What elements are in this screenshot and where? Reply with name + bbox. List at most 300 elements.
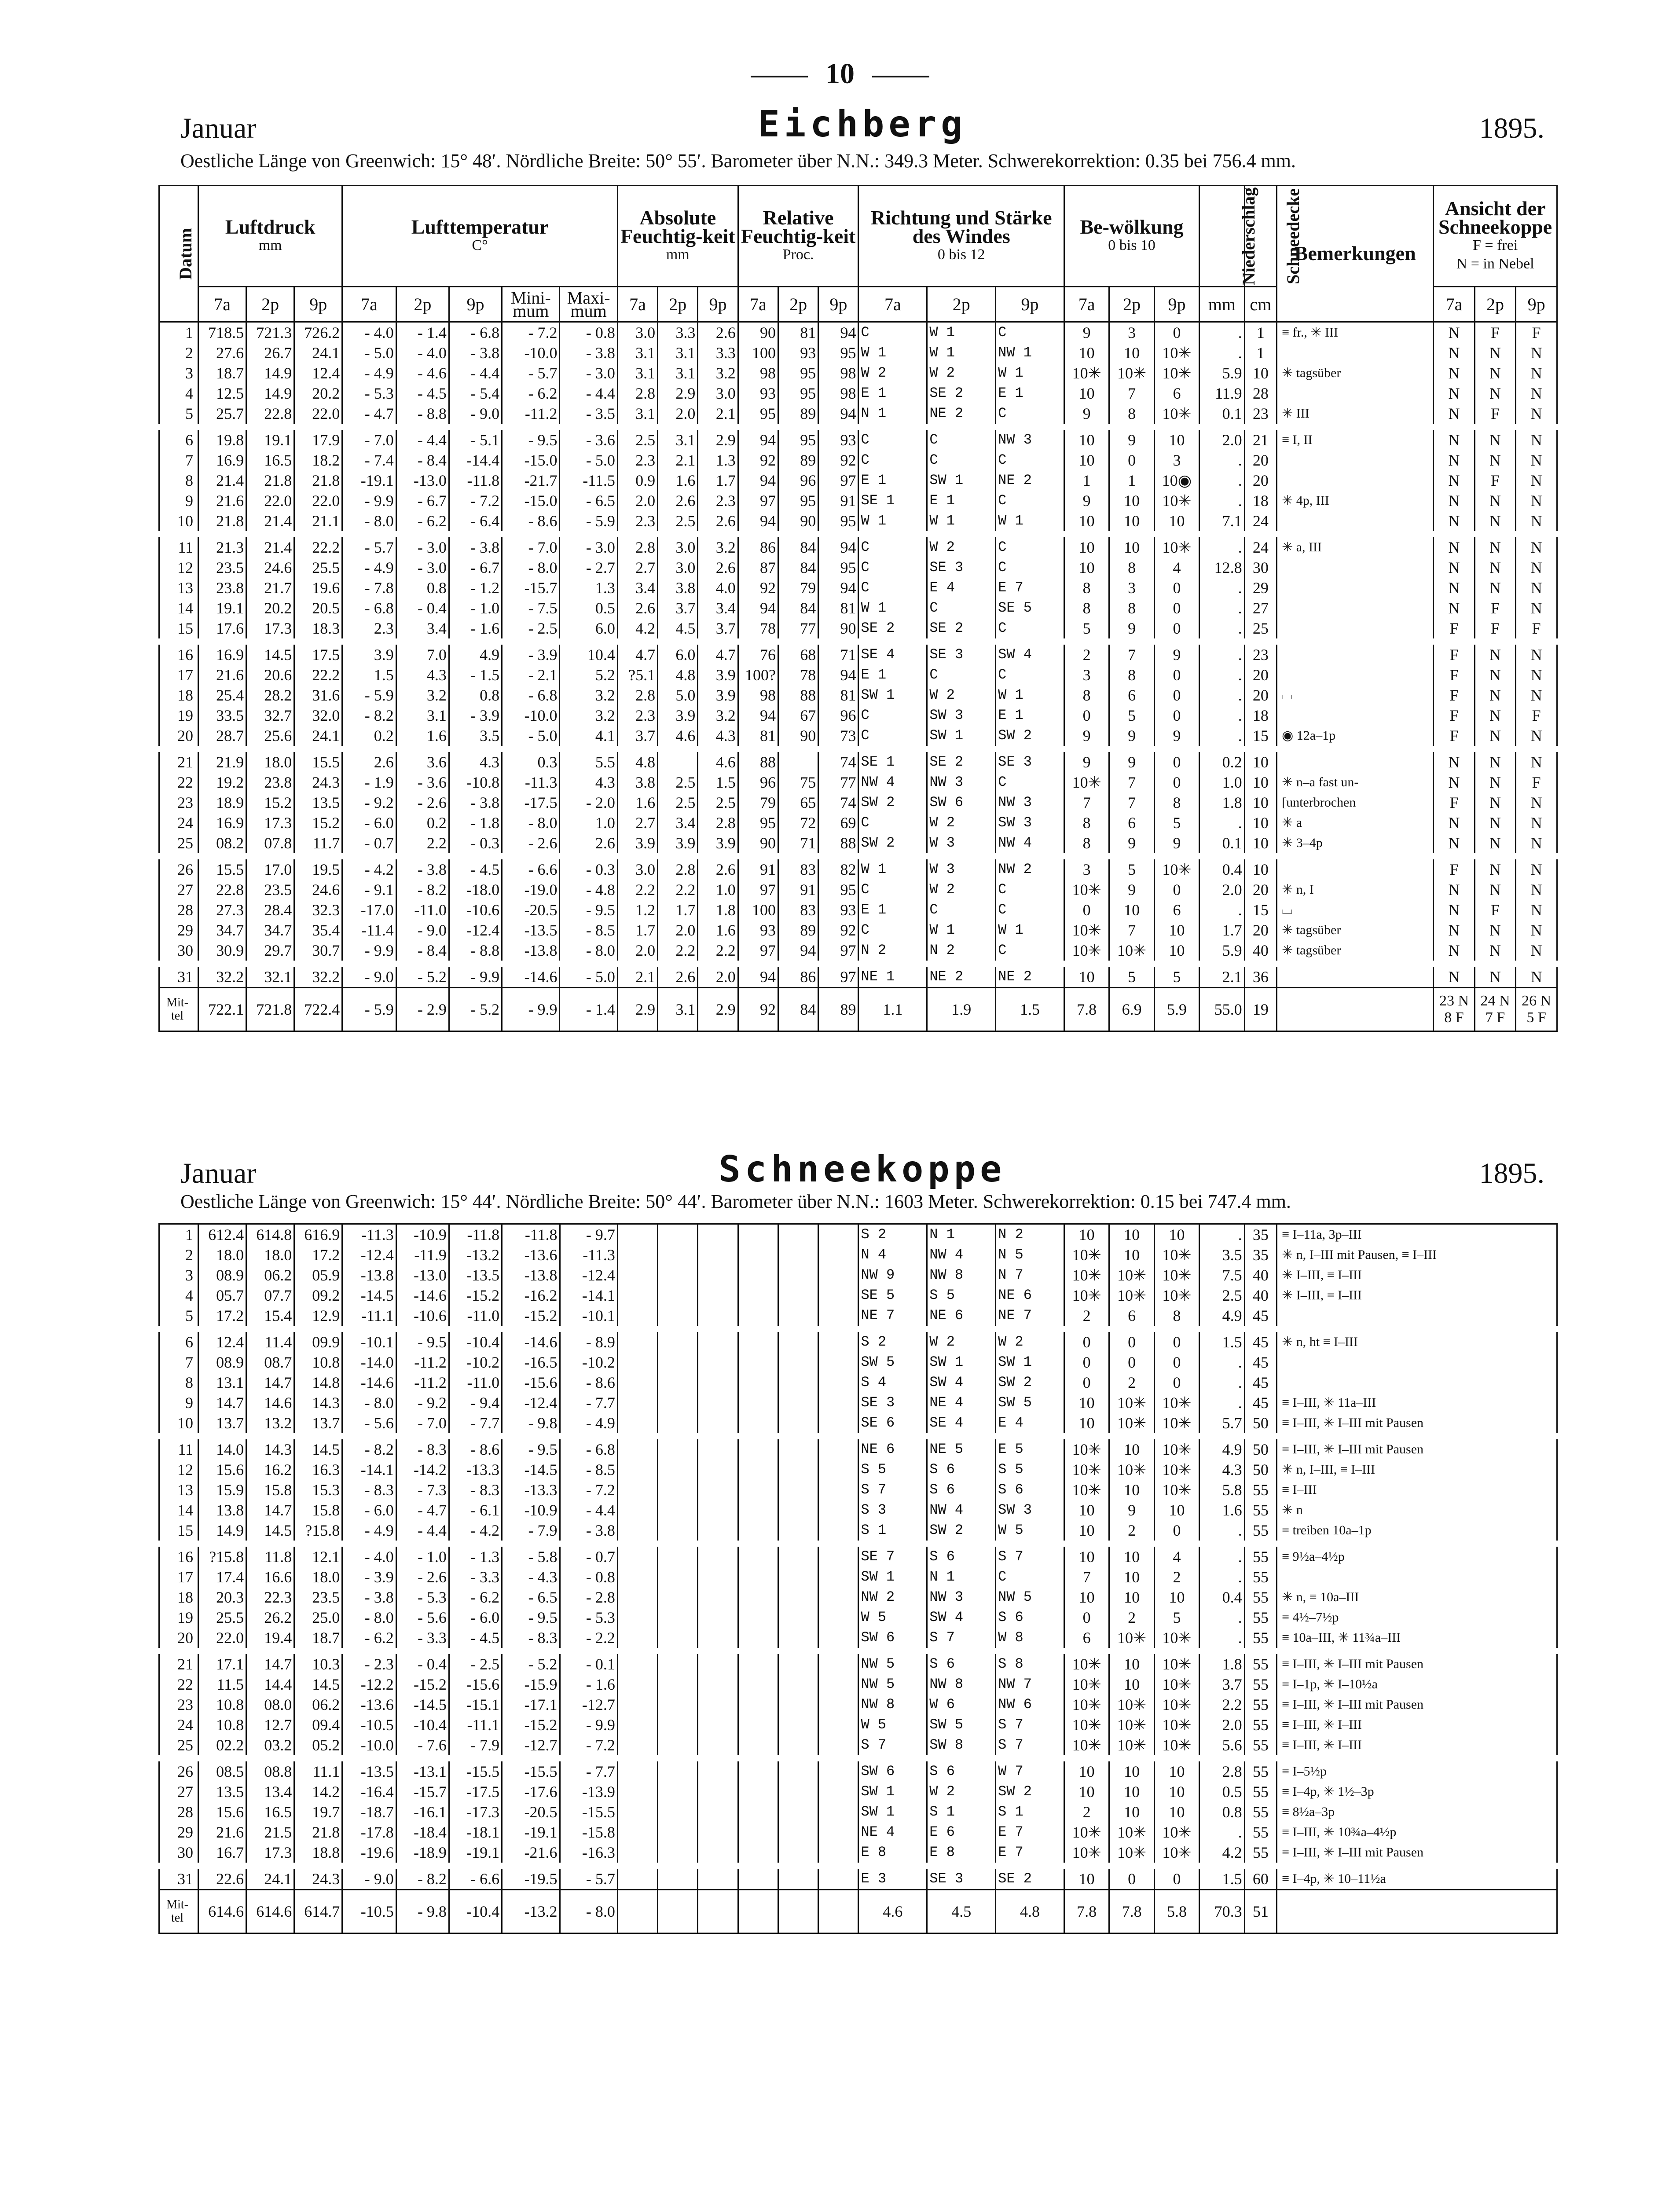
cell-empty — [698, 1628, 738, 1651]
cell-view9: N — [1516, 450, 1557, 470]
cell-rel9: 98 — [818, 383, 858, 404]
cell-wind9: NE 7 — [996, 1306, 1064, 1329]
cell-cloud7: 10✳ — [1064, 1460, 1109, 1480]
cell-empty — [698, 1436, 738, 1460]
cell-wind9: E 7 — [996, 1822, 1064, 1842]
cell-p9: 15.3 — [294, 1480, 342, 1500]
mean-view7: 23 N 8 F — [1434, 988, 1475, 1031]
cell-cloud9: 9 — [1154, 726, 1199, 749]
cell-cloud7: 10✳ — [1064, 920, 1109, 940]
cell-wind2: S 6 — [927, 1758, 996, 1782]
cell-cloud7: 10✳ — [1064, 880, 1109, 900]
cell-remark — [1277, 749, 1434, 772]
cell-abs7: 3.8 — [617, 772, 657, 792]
cell-rel9: 90 — [818, 618, 858, 642]
cell-empty — [698, 1500, 738, 1520]
cell-t2: - 8.8 — [396, 404, 449, 427]
cell-t7: - 3.9 — [342, 1567, 396, 1587]
cell-empty — [778, 1567, 818, 1587]
cell-snow: 15 — [1244, 726, 1277, 749]
cell-t2: 4.3 — [396, 665, 449, 685]
cell-wind2: W 2 — [927, 363, 996, 383]
cell-rel7: 97 — [738, 491, 778, 511]
schneekoppe-geo-info: Oestliche Länge von Greenwich: 15° 44′. Nördliche Breite: 50° 44′. Barometer über N.N.: 1603 Meter. Schwerekorrektion: 0.15 bei 747.4 mm. — [180, 1191, 1291, 1212]
cell-cloud2: 9 — [1109, 833, 1154, 856]
cell-empty — [658, 1822, 698, 1842]
cell-t2: - 4.4 — [396, 427, 449, 450]
cell-tmin: - 8.3 — [502, 1628, 560, 1651]
cell-cloud2: 5 — [1109, 856, 1154, 880]
cell-wind2: W 6 — [927, 1695, 996, 1715]
cell-t7: - 4.9 — [342, 558, 396, 578]
cell-t9: - 9.9 — [449, 964, 502, 988]
cell-snow: 20 — [1244, 470, 1277, 491]
cell-empty — [698, 1842, 738, 1866]
cell-wind2: SW 8 — [927, 1735, 996, 1758]
mean-remark — [1277, 988, 1434, 1031]
cell-day: 15 — [159, 618, 198, 642]
cell-snow: 55 — [1244, 1842, 1277, 1866]
cell-snow: 10 — [1244, 813, 1277, 833]
cell-cloud7: 3 — [1064, 665, 1109, 685]
cell-day: 20 — [159, 1628, 198, 1651]
cell-rel2: 77 — [778, 618, 818, 642]
cell-wind9: NW 3 — [996, 792, 1064, 813]
cell-cloud9: 0 — [1154, 1352, 1199, 1372]
cell-wind9: S 6 — [996, 1480, 1064, 1500]
cell-t2: - 6.2 — [396, 511, 449, 534]
cell-abs2: 1.7 — [658, 900, 698, 920]
cell-snow: 55 — [1244, 1480, 1277, 1500]
cell-empty — [658, 1866, 698, 1890]
mean-rel9: 89 — [818, 988, 858, 1031]
cell-empty — [778, 1674, 818, 1695]
cell-wind2: SW 1 — [927, 726, 996, 749]
cell-p7: 27.6 — [198, 343, 246, 363]
cell-p7: 14.0 — [198, 1436, 246, 1460]
cell-precip: 0.1 — [1199, 404, 1244, 427]
cell-wind2: SW 3 — [927, 705, 996, 726]
cell-p9: 14.8 — [294, 1372, 342, 1393]
cell-p9: 05.2 — [294, 1735, 342, 1758]
cell-t2: -16.1 — [396, 1802, 449, 1822]
mean-wind2: 1.9 — [927, 988, 996, 1031]
table-row — [159, 642, 1557, 665]
cell-t2: -10.4 — [396, 1715, 449, 1735]
cell-snow: 35 — [1244, 1224, 1277, 1245]
cell-p9: 10.8 — [294, 1352, 342, 1372]
cell-t2: - 5.2 — [396, 964, 449, 988]
cell-snow: 20 — [1244, 665, 1277, 685]
cell-view9: N — [1516, 665, 1557, 685]
cell-cloud2: 9 — [1109, 1500, 1154, 1520]
cell-view7: N — [1434, 964, 1475, 988]
cell-empty — [698, 1651, 738, 1674]
cell-cloud9: 0 — [1154, 578, 1199, 598]
cell-p2: 21.8 — [246, 470, 294, 491]
cell-cloud2: 10 — [1109, 1224, 1154, 1245]
cell-p7: 12.4 — [198, 1329, 246, 1352]
cell-t2: - 1.0 — [396, 1544, 449, 1567]
cell-p9: ?15.8 — [294, 1520, 342, 1544]
table-row — [159, 363, 1557, 383]
cell-p2: 614.8 — [246, 1224, 294, 1245]
cell-day: 5 — [159, 1306, 198, 1329]
cell-remark: ≡ I–III — [1277, 1480, 1557, 1500]
cell-day: 31 — [159, 964, 198, 988]
cell-cloud9: 10 — [1154, 1500, 1199, 1520]
mean-cloud9: 5.8 — [1154, 1890, 1199, 1933]
cell-empty — [658, 1695, 698, 1715]
table-row — [159, 1393, 1557, 1413]
cell-precip: 0.4 — [1199, 856, 1244, 880]
cell-snow: 10 — [1244, 792, 1277, 813]
cell-abs2: 2.6 — [658, 964, 698, 988]
cell-rel2: 96 — [778, 470, 818, 491]
cell-t7: - 4.0 — [342, 322, 396, 343]
cell-wind7: SW 1 — [858, 1782, 927, 1802]
cell-cloud9: 0 — [1154, 749, 1199, 772]
cell-cloud7: 9 — [1064, 322, 1109, 343]
cell-view7: N — [1434, 322, 1475, 343]
cell-rel7: 94 — [738, 598, 778, 618]
cell-p7: 22.0 — [198, 1628, 246, 1651]
cell-abs7: 2.3 — [617, 511, 657, 534]
cell-view9: N — [1516, 578, 1557, 598]
table-row — [159, 1842, 1557, 1866]
cell-wind7: S 2 — [858, 1224, 927, 1245]
cell-p7: 23.8 — [198, 578, 246, 598]
cell-view7: N — [1434, 404, 1475, 427]
cell-view2: N — [1475, 772, 1516, 792]
cell-empty — [617, 1285, 657, 1306]
cell-remark: ✳ tagsüber — [1277, 940, 1434, 964]
cell-abs7: 2.8 — [617, 383, 657, 404]
cell-rel2: 95 — [778, 427, 818, 450]
cell-empty — [778, 1782, 818, 1802]
cell-abs2: 2.5 — [658, 511, 698, 534]
cell-remark: ≡ I–III, ✳ I–III mit Pausen — [1277, 1413, 1557, 1436]
cell-t2: 0.2 — [396, 813, 449, 833]
cell-wind9: C — [996, 900, 1064, 920]
cell-tmin: -20.5 — [502, 900, 560, 920]
cell-t9: - 9.0 — [449, 404, 502, 427]
cell-empty — [738, 1544, 778, 1567]
cell-view9: N — [1516, 511, 1557, 534]
cell-abs2: 2.0 — [658, 404, 698, 427]
cell-p7: 19.1 — [198, 598, 246, 618]
cell-cloud7: 0 — [1064, 705, 1109, 726]
cell-view2: F — [1475, 404, 1516, 427]
cell-tmax: 5.2 — [560, 665, 617, 685]
cell-cloud9: 8 — [1154, 792, 1199, 813]
cell-remark: ✳ n, ≡ 10a–III — [1277, 1587, 1557, 1607]
cell-wind7: C — [858, 534, 927, 558]
cell-p7: 17.4 — [198, 1567, 246, 1587]
col-bewoelkung: Be-wölkung 0 bis 10 — [1064, 186, 1199, 287]
cell-cloud7: 10✳ — [1064, 1245, 1109, 1265]
cell-t9: -11.8 — [449, 1224, 502, 1245]
cell-remark — [1277, 558, 1434, 578]
cell-wind7: S 4 — [858, 1372, 927, 1393]
cell-precip: 2.5 — [1199, 1285, 1244, 1306]
cell-p9: 14.2 — [294, 1782, 342, 1802]
cell-empty — [617, 1329, 657, 1352]
cell-t7: 0.2 — [342, 726, 396, 749]
cell-cloud2: 6 — [1109, 1306, 1154, 1329]
cell-cloud7: 10 — [1064, 383, 1109, 404]
cell-t2: - 3.8 — [396, 856, 449, 880]
cell-t9: 3.5 — [449, 726, 502, 749]
cell-wind9: NW 1 — [996, 343, 1064, 363]
mean-remark — [1277, 1890, 1557, 1933]
cell-rel9: 94 — [818, 322, 858, 343]
cell-rel9: 96 — [818, 705, 858, 726]
col-lufttemperatur: Lufttemperatur C° — [342, 186, 618, 287]
cell-rel7: 100 — [738, 900, 778, 920]
cell-wind2: W 3 — [927, 856, 996, 880]
cell-cloud2: 6 — [1109, 685, 1154, 705]
cell-view7: N — [1434, 749, 1475, 772]
cell-abs9: 4.6 — [698, 749, 738, 772]
cell-empty — [698, 1265, 738, 1285]
cell-wind7: E 1 — [858, 383, 927, 404]
cell-p7: 21.4 — [198, 470, 246, 491]
cell-cloud9: 10✳ — [1154, 1460, 1199, 1480]
table-row — [159, 598, 1557, 618]
cell-cloud7: 8 — [1064, 813, 1109, 833]
cell-t2: - 4.6 — [396, 363, 449, 383]
mean-p9: 614.7 — [294, 1890, 342, 1933]
cell-day: 9 — [159, 1393, 198, 1413]
cell-p2: 18.0 — [246, 749, 294, 772]
cell-precip: 7.5 — [1199, 1265, 1244, 1285]
table-row — [159, 1224, 1557, 1245]
cell-p7: 27.3 — [198, 900, 246, 920]
cell-view7: F — [1434, 685, 1475, 705]
cell-tmax: - 0.8 — [560, 322, 617, 343]
cell-p9: 19.7 — [294, 1802, 342, 1822]
cell-p9: 14.3 — [294, 1393, 342, 1413]
cell-t7: -19.6 — [342, 1842, 396, 1866]
mean-abs7: 2.9 — [617, 988, 657, 1031]
cell-wind2: SE 3 — [927, 642, 996, 665]
cell-t2: -11.9 — [396, 1245, 449, 1265]
table-row — [159, 578, 1557, 598]
cell-abs2: 5.0 — [658, 685, 698, 705]
cell-rel2: 84 — [778, 534, 818, 558]
cell-p9: 15.2 — [294, 813, 342, 833]
cell-precip: . — [1199, 1567, 1244, 1587]
cell-cloud7: 9 — [1064, 491, 1109, 511]
cell-tmin: - 9.5 — [502, 1607, 560, 1628]
cell-empty — [818, 1695, 858, 1715]
cell-tmin: -17.6 — [502, 1782, 560, 1802]
cell-p9: 09.2 — [294, 1285, 342, 1306]
table-row — [159, 813, 1557, 833]
cell-empty — [818, 1329, 858, 1352]
mean-wind7: 4.6 — [858, 1890, 927, 1933]
cell-wind9: C — [996, 322, 1064, 343]
cell-rel2: 94 — [778, 940, 818, 964]
cell-p9: 20.5 — [294, 598, 342, 618]
cell-t9: -15.2 — [449, 1285, 502, 1306]
cell-empty — [778, 1265, 818, 1285]
cell-empty — [658, 1735, 698, 1758]
cell-wind9: NW 3 — [996, 427, 1064, 450]
table-row — [159, 900, 1557, 920]
cell-tmin: -21.7 — [502, 470, 560, 491]
cell-view2: N — [1475, 880, 1516, 900]
cell-precip: . — [1199, 618, 1244, 642]
table-row — [159, 470, 1557, 491]
cell-tmax: - 8.5 — [560, 920, 617, 940]
cell-empty — [778, 1224, 818, 1245]
cell-cloud9: 10✳ — [1154, 1715, 1199, 1735]
table-row — [159, 558, 1557, 578]
cell-empty — [778, 1480, 818, 1500]
cell-tmin: - 8.6 — [502, 511, 560, 534]
cell-precip: . — [1199, 1393, 1244, 1413]
cell-t2: -14.2 — [396, 1460, 449, 1480]
cell-remark: ≡ 8½a–3p — [1277, 1802, 1557, 1822]
cell-cloud7: 2 — [1064, 1306, 1109, 1329]
cell-p7: 22.8 — [198, 880, 246, 900]
cell-t7: -14.0 — [342, 1352, 396, 1372]
cell-tmin: -19.5 — [502, 1866, 560, 1890]
table-row — [159, 833, 1557, 856]
cell-wind7: SW 2 — [858, 833, 927, 856]
cell-rel7: 100? — [738, 665, 778, 685]
cell-empty — [658, 1329, 698, 1352]
cell-day: 23 — [159, 1695, 198, 1715]
cell-tmin: -12.4 — [502, 1393, 560, 1413]
table-row — [159, 749, 1557, 772]
cell-empty — [617, 1460, 657, 1480]
cell-t9: -11.8 — [449, 470, 502, 491]
cell-empty — [778, 1520, 818, 1544]
cell-wind7: NE 4 — [858, 1822, 927, 1842]
cell-p7: 17.6 — [198, 618, 246, 642]
cell-t9: - 6.0 — [449, 1607, 502, 1628]
cell-tmin: -15.0 — [502, 450, 560, 470]
cell-empty — [778, 1842, 818, 1866]
cell-abs2: 3.1 — [658, 343, 698, 363]
cell-tmax: - 7.2 — [560, 1735, 617, 1758]
cell-empty — [738, 1695, 778, 1715]
cell-wind7: NE 1 — [858, 964, 927, 988]
cell-p7: 08.5 — [198, 1758, 246, 1782]
cell-view9: N — [1516, 726, 1557, 749]
cell-snow: 55 — [1244, 1607, 1277, 1628]
cell-snow: 18 — [1244, 491, 1277, 511]
cell-snow: 10 — [1244, 856, 1277, 880]
cell-tmax: - 0.7 — [560, 1544, 617, 1567]
cell-t9: - 8.6 — [449, 1436, 502, 1460]
cell-t9: - 6.7 — [449, 558, 502, 578]
cell-abs9: 3.2 — [698, 363, 738, 383]
cell-empty — [658, 1890, 698, 1933]
cell-abs2: 3.0 — [658, 558, 698, 578]
cell-wind2: SE 4 — [927, 1413, 996, 1436]
cell-cloud7: 10 — [1064, 1782, 1109, 1802]
cell-tmax: -13.9 — [560, 1782, 617, 1802]
cell-t9: -17.5 — [449, 1782, 502, 1802]
cell-empty — [818, 1306, 858, 1329]
cell-empty — [698, 1480, 738, 1500]
cell-rel2: 84 — [778, 598, 818, 618]
cell-cloud2: 10✳ — [1109, 1715, 1154, 1735]
cell-tmax: - 5.3 — [560, 1607, 617, 1628]
cell-rel7: 94 — [738, 470, 778, 491]
cell-view9: N — [1516, 813, 1557, 833]
cell-precip: 0.4 — [1199, 1587, 1244, 1607]
cell-p9: 10.3 — [294, 1651, 342, 1674]
cell-wind7: SW 5 — [858, 1352, 927, 1372]
cell-tmax: - 5.0 — [560, 450, 617, 470]
cell-view7: N — [1434, 383, 1475, 404]
cell-view2: N — [1475, 813, 1516, 833]
cell-view2: N — [1475, 726, 1516, 749]
cell-remark — [1277, 642, 1434, 665]
cell-precip: 1.8 — [1199, 1651, 1244, 1674]
cell-snow: 45 — [1244, 1306, 1277, 1329]
cell-empty — [778, 1715, 818, 1735]
cell-wind2: NE 5 — [927, 1436, 996, 1460]
cell-cloud9: 10 — [1154, 1224, 1199, 1245]
cell-cloud9: 0 — [1154, 705, 1199, 726]
cell-empty — [698, 1352, 738, 1372]
cell-empty — [658, 1651, 698, 1674]
cell-p7: 33.5 — [198, 705, 246, 726]
mean-t2: - 9.8 — [396, 1890, 449, 1933]
cell-p7: 21.6 — [198, 1822, 246, 1842]
cell-tmin: - 9.8 — [502, 1413, 560, 1436]
cell-rel2: 93 — [778, 343, 818, 363]
cell-tmin: -11.2 — [502, 404, 560, 427]
cell-empty — [738, 1587, 778, 1607]
cell-wind7: W 1 — [858, 598, 927, 618]
cell-rel2: 89 — [778, 920, 818, 940]
cell-tmin: - 5.2 — [502, 1651, 560, 1674]
cell-view9: N — [1516, 491, 1557, 511]
cell-tmax: - 1.6 — [560, 1674, 617, 1695]
cell-wind2: S 6 — [927, 1544, 996, 1567]
cell-rel9: 74 — [818, 749, 858, 772]
cell-empty — [818, 1393, 858, 1413]
cell-empty — [658, 1674, 698, 1695]
cell-rel9: 81 — [818, 685, 858, 705]
cell-remark: ⌴ — [1277, 685, 1434, 705]
cell-t7: - 7.8 — [342, 578, 396, 598]
mean-t9: -10.4 — [449, 1890, 502, 1933]
cell-tmin: -11.8 — [502, 1224, 560, 1245]
cell-day: 2 — [159, 343, 198, 363]
cell-p2: 26.7 — [246, 343, 294, 363]
cell-tmax: - 8.9 — [560, 1329, 617, 1352]
cell-remark: ✳ 3–4p — [1277, 833, 1434, 856]
cell-wind9: SW 1 — [996, 1352, 1064, 1372]
cell-day: 30 — [159, 940, 198, 964]
cell-t9: - 1.5 — [449, 665, 502, 685]
cell-p2: 16.5 — [246, 450, 294, 470]
cell-remark: ≡ I–III, ✳ 11a–III — [1277, 1393, 1557, 1413]
cell-p7: 08.9 — [198, 1265, 246, 1285]
cell-cloud2: 10 — [1109, 491, 1154, 511]
col-schneedecke: Schneedecke — [1244, 186, 1277, 287]
cell-wind2: W 1 — [927, 511, 996, 534]
cell-empty — [818, 1224, 858, 1245]
